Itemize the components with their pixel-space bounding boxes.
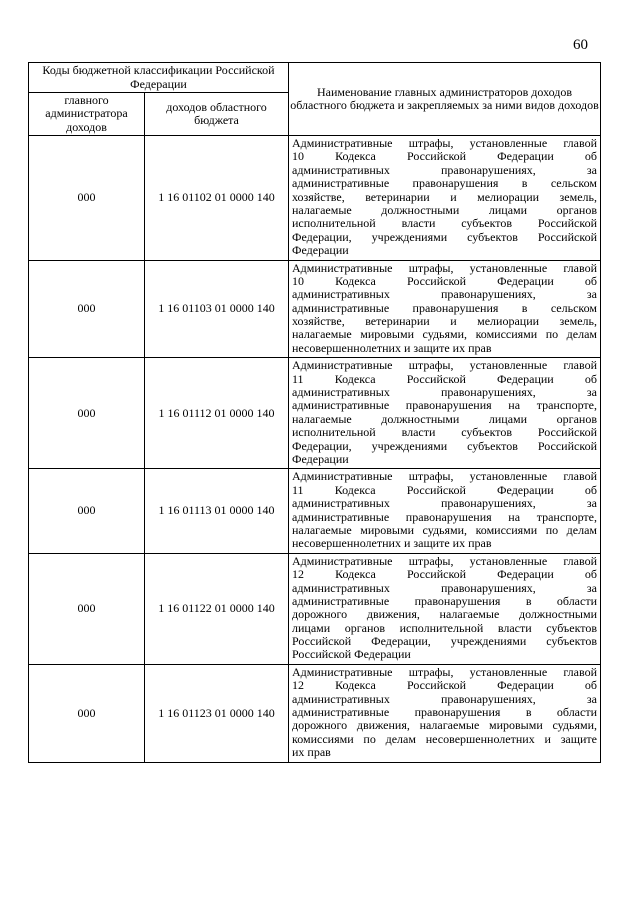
revenue-code-cell: 1 16 01122 01 0000 140: [145, 553, 289, 664]
table-row: [29, 469, 601, 553]
description-line: исполнительной власти субъектов Российской: [292, 426, 597, 440]
description-line: административных правонарушениях, за: [292, 497, 597, 511]
description-line: административных правонарушениях, за: [292, 163, 597, 177]
admin-code-column-header: главного администратора доходов: [29, 93, 145, 136]
budget-classification-table: [28, 62, 601, 763]
description-line: налагаемые должностными лицами органов: [292, 203, 597, 217]
description-line: Административные штрафы, установленные главой: [292, 470, 597, 484]
description-line: налагаемые мировыми судьями, комиссиями по делам: [292, 328, 597, 342]
revenue-description-cell: [289, 664, 601, 762]
description-line: административные правонарушения в области: [292, 594, 597, 608]
description-line: административные правонарушения в сельском: [292, 301, 597, 315]
description-line: административные правонарушения в области: [292, 706, 597, 720]
description-line: административные правонарушения на транспорте,: [292, 510, 597, 524]
table-row: [29, 553, 601, 664]
description-line: лицами органов исполнительной власти субъектов: [292, 621, 597, 635]
revenue-code-cell: 1 16 01112 01 0000 140: [145, 358, 289, 469]
description-line: несовершеннолетних и защите их прав: [292, 537, 492, 551]
admin-code-cell: 000: [29, 136, 145, 261]
description-line: Административные штрафы, установленные главой: [292, 665, 597, 679]
table-row: [29, 664, 601, 762]
description-line: административных правонарушениях, за: [292, 386, 597, 400]
description-line: хозяйстве, ветеринарии и мелиорации земель,: [292, 190, 597, 204]
description-line: 10 Кодекса Российской Федерации об: [292, 274, 597, 288]
header-row-top: [29, 63, 601, 93]
description-line: налагаемые мировыми судьями, комиссиями по делам: [292, 523, 597, 537]
admin-code-cell: 000: [29, 553, 145, 664]
description-line: 10 Кодекса Российской Федерации об: [292, 150, 597, 164]
revenue-code-cell: 1 16 01113 01 0000 140: [145, 469, 289, 553]
description-line: административные правонарушения в сельском: [292, 177, 597, 191]
name-column-header: Наименование главных администраторов доходов областного бюджета и закрепляемых за ними видов доходов: [289, 63, 601, 136]
revenue-description-cell: [289, 553, 601, 664]
description-line: 11 Кодекса Российской Федерации об: [292, 483, 597, 497]
description-line: 11 Кодекса Российской Федерации об: [292, 372, 597, 386]
description-line: Федерации: [292, 244, 349, 258]
description-line: административных правонарушениях, за: [292, 581, 597, 595]
description-line: 12 Кодекса Российской Федерации об: [292, 679, 597, 693]
description-line: Федерации: [292, 452, 349, 466]
revenue-description-cell: [289, 260, 601, 358]
revenue-code-cell: 1 16 01102 01 0000 140: [145, 136, 289, 261]
description-line: дорожного движения, налагаемые должностными: [292, 608, 597, 622]
description-line: Федерации, учреждениями субъектов Российской: [292, 230, 597, 244]
description-line: административных правонарушениях, за: [292, 288, 597, 302]
description-line: Административные штрафы, установленные главой: [292, 554, 597, 568]
admin-code-cell: 000: [29, 469, 145, 553]
description-line: Административные штрафы, установленные главой: [292, 261, 597, 275]
description-line: Административные штрафы, установленные главой: [292, 359, 597, 373]
admin-code-cell: 000: [29, 260, 145, 358]
revenue-description-cell: [289, 136, 601, 261]
description-line: Административные штрафы, установленные главой: [292, 137, 597, 150]
description-line: их прав: [292, 746, 331, 760]
table-row: [29, 260, 601, 358]
revenue-code-cell: 1 16 01103 01 0000 140: [145, 260, 289, 358]
revenue-description-cell: [289, 469, 601, 553]
description-line: дорожного движения, налагаемые мировыми судьями,: [292, 719, 597, 733]
description-line: административных правонарушениях, за: [292, 692, 597, 706]
description-line: Федерации, учреждениями субъектов Российской: [292, 439, 597, 453]
admin-code-cell: 000: [29, 358, 145, 469]
admin-code-cell: 000: [29, 664, 145, 762]
description-line: 12 Кодекса Российской Федерации об: [292, 568, 597, 582]
description-line: налагаемые должностными лицами органов: [292, 412, 597, 426]
description-line: комиссиями по делам несовершеннолетних и защите: [292, 732, 597, 746]
table-row: [29, 136, 601, 261]
description-line: исполнительной власти субъектов Российской: [292, 217, 597, 231]
revenue-code-column-header: доходов областного бюджета: [145, 93, 289, 136]
description-line: Российской Федерации, учреждениями субъектов: [292, 635, 597, 649]
description-line: несовершеннолетних и защите их прав: [292, 341, 492, 355]
table-row: [29, 358, 601, 469]
revenue-code-cell: 1 16 01123 01 0000 140: [145, 664, 289, 762]
codes-group-header: Коды бюджетной классификации Российской Федерации: [29, 63, 289, 93]
description-line: Российской Федерации: [292, 648, 411, 662]
revenue-description-cell: [289, 358, 601, 469]
description-line: хозяйстве, ветеринарии и мелиорации земель,: [292, 315, 597, 329]
description-line: административные правонарушения на транспорте,: [292, 399, 597, 413]
page-number: 60: [573, 37, 588, 53]
